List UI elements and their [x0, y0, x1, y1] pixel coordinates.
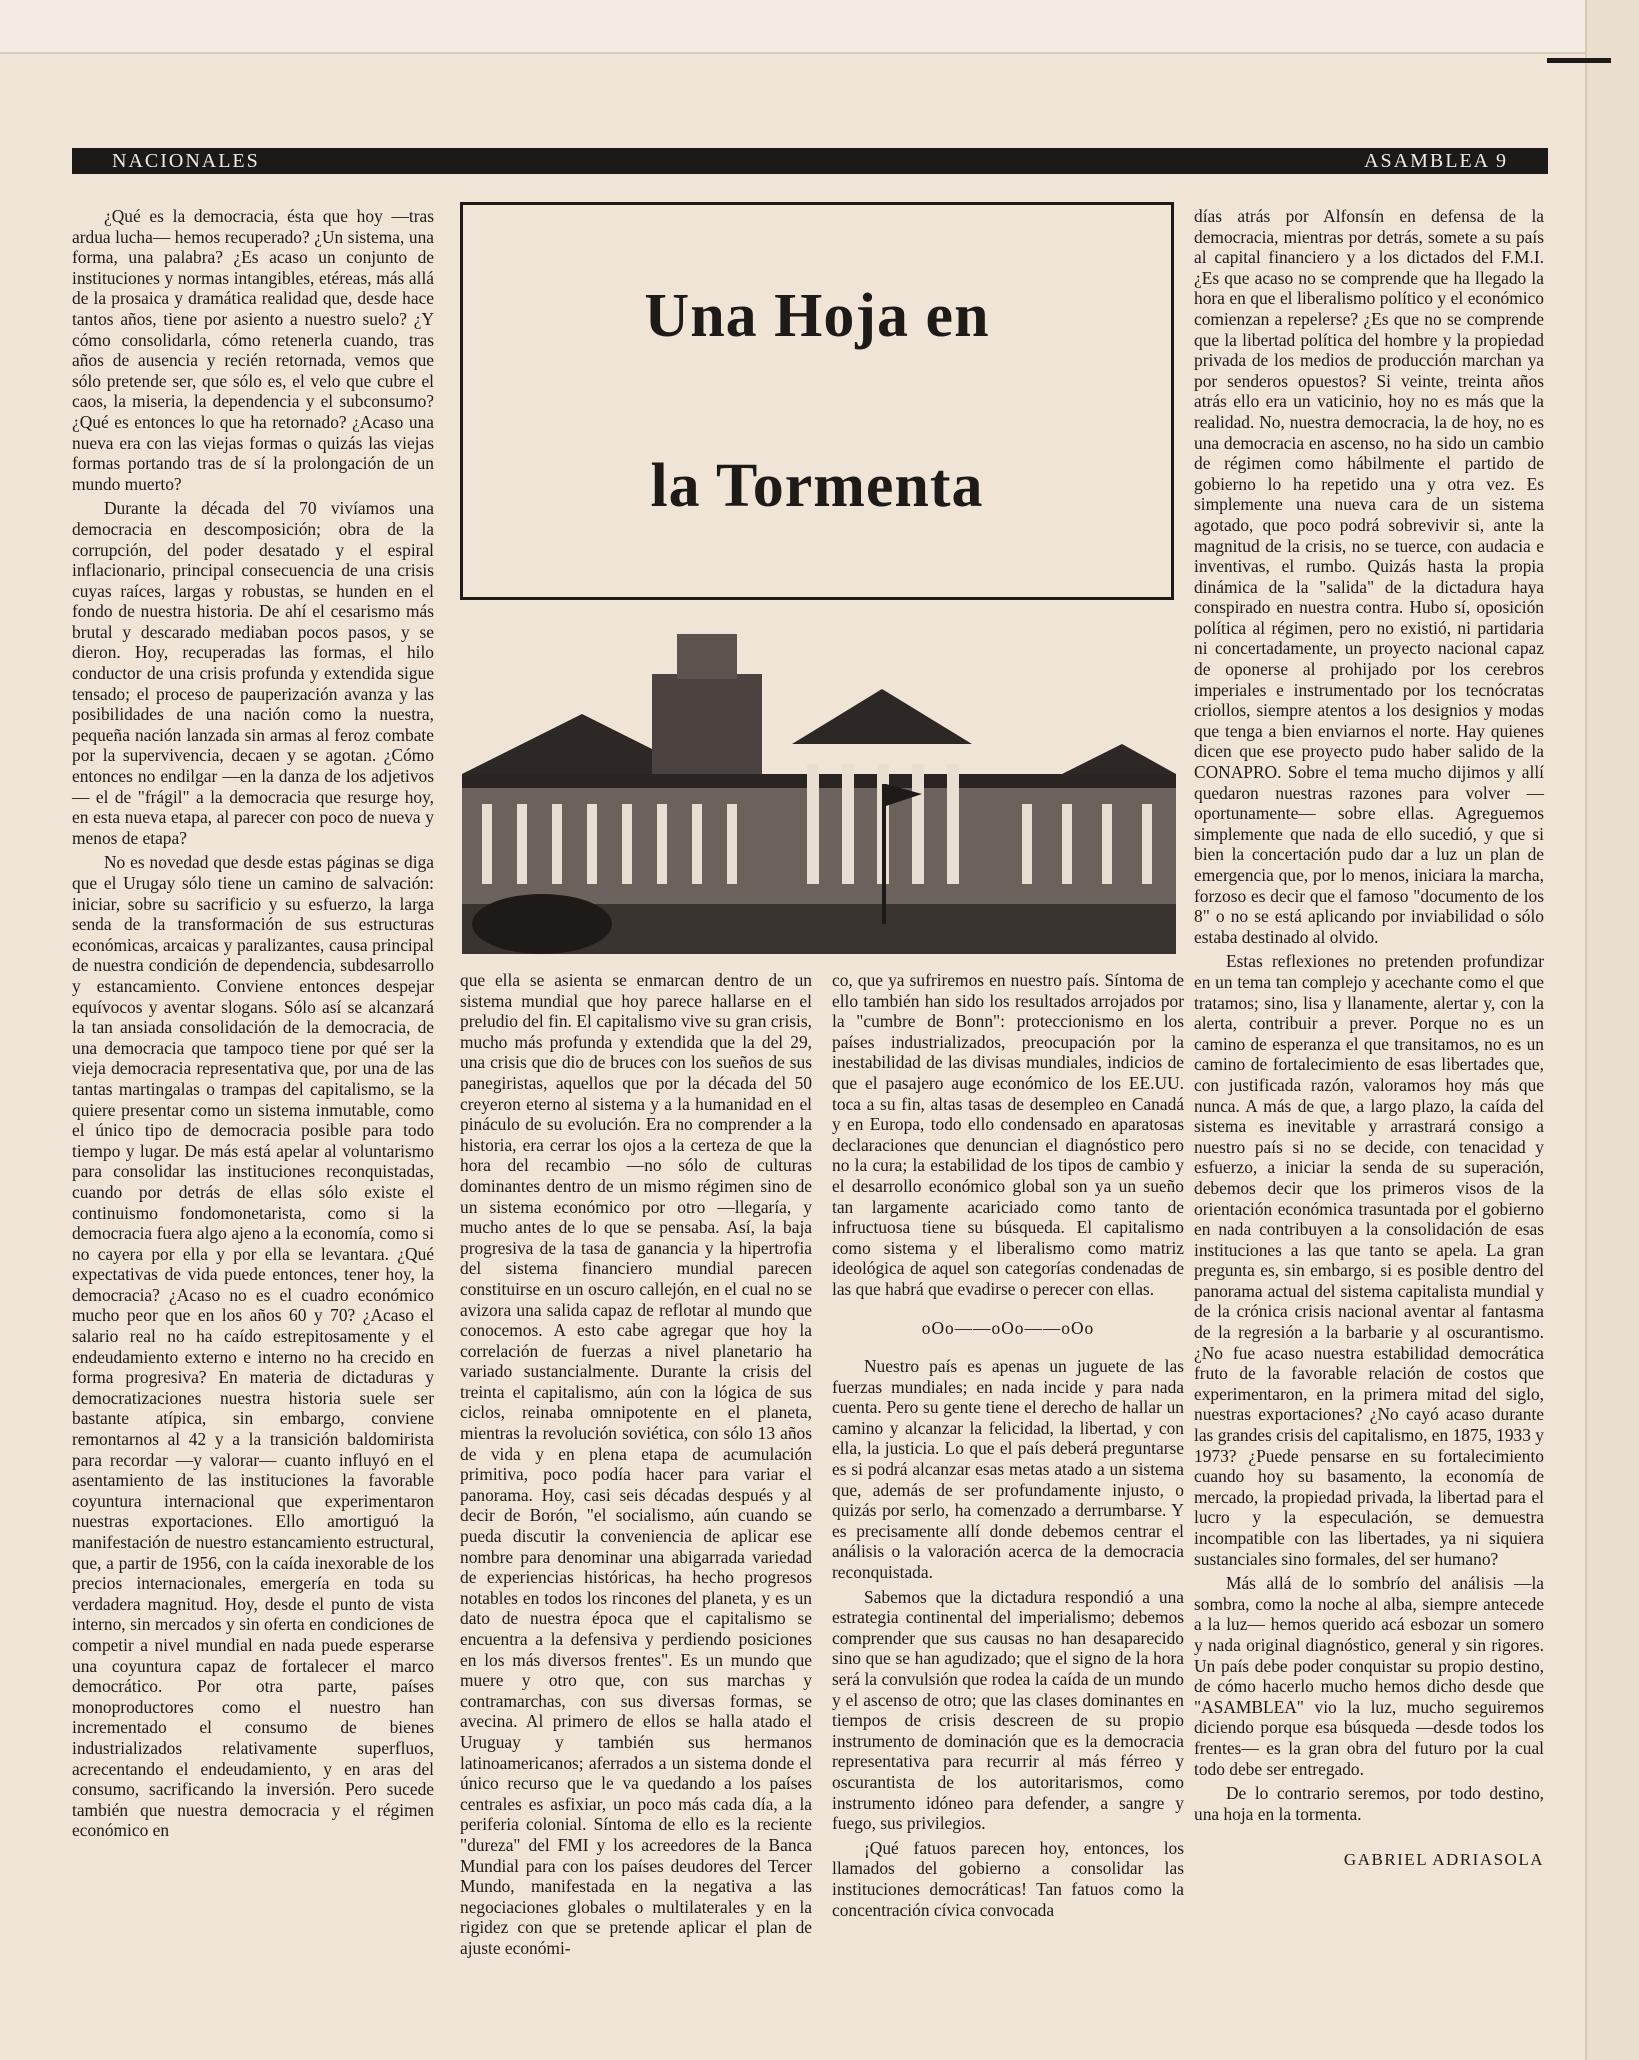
building-photo: [462, 634, 1176, 954]
corner-mark: [1547, 58, 1611, 63]
paragraph: Durante la década del 70 vivíamos una democracia en descomposición; obra de la corrupción, del poder desatado y el espiral inflacionario, principal consecuencia de una crisis cuyas raíces, largas y robustas, se hunden en el fondo de nuestra historia. De ahí el cesarismo más brutal y descarado mediaban pocos pasos, y se dieron. Hoy, recuperadas las formas, el hilo conductor de una crisis profunda y extendida sigue tensado; el proceso de pauperización avanza y las posibilidades de una nación como la nuestra, pequeña nación lanzada sin armas al feroz combate por la supervivencia, decaen y se agotan. ¿Cómo entonces no endilgar —en la danza de los adjetivos— el de "frágil" a la democracia que resurge hoy, en esta nueva etapa, al parecer con poco de nueva y menos de etapa?: [72, 498, 434, 848]
page-top-edge: [0, 0, 1639, 54]
article-column-3: [832, 970, 1184, 2010]
paragraph: De lo contrario seremos, por todo destino, una hoja en la tormenta.: [1194, 1783, 1544, 1824]
section-name: NACIONALES: [112, 149, 260, 172]
article-column-1: [72, 206, 434, 2006]
headline-line-2: la Tormenta: [650, 452, 984, 520]
paragraph: Estas reflexiones no pretenden profundizar en un tema tan complejo y acechante como el que tratamos; sino, lisa y llanamente, alertar y, con la alerta, contribuir a prever. Porque no es un camino de esperanza el que transitamos, no es un camino de fortalecimiento de esas libertades que, con justificada razón, valoramos hoy más que nunca. A más de que, a largo plazo, la caída del sistema es inevitable y arrastrará consigo a nuestro país si no se decide, con tenacidad y esfuerzo, a iniciar la senda de su superación, debemos decir que los primeros visos de la orientación económica trasuntada por el gobierno en nada contribuyen a la consolidación de esas instituciones a las que tanto se apela. La gran pregunta es, sin embargo, si es posible dentro del panorama actual del sistema capitalista mundial y de la crónica crisis nacional aventar al fantasma de la regresión a la barbarie y al oscurantismo. ¿No fue acaso nuestra estabilidad democrática fruto de la favorable relación de costos que experimentaron, en la primera mitad del siglo, nuestras exportaciones? ¿No cayó acaso durante las grandes crisis del capitalismo, en 1875, 1933 y 1973? ¿Puede pensarse en su fortalecimiento cuando hoy su basamento, la economía de mercado, la propiedad privada, la libertad para el lucro y la especulación, se demuestra incompatible con las libertades, ya ni siquiera sustanciales sino formales, del ser humano?: [1194, 951, 1544, 1569]
headline-line-1: Una Hoja en: [644, 282, 990, 350]
paragraph: Sabemos que la dictadura respondió a una estrategia continental del imperialismo; debemos comprender que sus causas no han desaparecido sino que se han agudizado; que el signo de la hora será la convulsión que rodea la caída de un mundo y el ascenso de otro; que las clases dominantes en tiempos de crisis descreen de su propio instrumento de dominación que es la democracia representativa para recurrir al más férreo y oscurantista de los autoritarismos, como instrumento idóneo para defender, a sangre y fuego, sus privilegios.: [832, 1586, 1184, 1834]
paragraph: Más allá de lo sombrío del análisis —la sombra, como la noche al alba, siempre antecede a la luz— hemos querido acá esbozar un somero y nada original diagnóstico, general y sin rigores. Un país debe poder conquistar su propio destino, de cómo hacerlo mucho hemos dicho desde que "ASAMBLEA" vio la luz, mucho seguiremos diciendo porque esa búsqueda —desde todos los frentes— es la gran obra del futuro por la cual todo debe ser entregado.: [1194, 1573, 1544, 1779]
publication-page: ASAMBLEA 9: [1364, 149, 1508, 172]
paragraph: Nuestro país es apenas un juguete de las fuerzas mundiales; en nada incide y para nada cuenta. Pero su gente tiene el derecho de hallar un camino y alcanzar la felicidad, la libertad, y con ella, la justicia. Lo que el país deberá preguntarse es si podrá alcanzar esas metas atado a un sistema que, además de ser profundamente injusto, o quizás por serlo, ha comenzado a derrumbarse. Y es precisamente allí donde debemos centrar el análisis o la valoración acerca de la democracia reconquistada.: [832, 1356, 1184, 1583]
paragraph: días atrás por Alfonsín en defensa de la democracia, mientras por detrás, somete a su país al capital financiero y a los dictados del F.M.I. ¿Es que acaso no se comprende que ha llegado la hora en que el liberalismo político y el económico comienzan a repelerse? ¿Es que no se comprende que la libertad política del hombre y la propiedad privada de los medios de producción marchan ya por senderos opuestos? Si veinte, treinta años atrás ello era un vaticinio, hoy no es más que la realidad. No, nuestra democracia, la de hoy, no es una democracia en ascenso, no ha sido un cambio de régimen como hábilmente el partido de gobierno lo ha repetido una y otra vez. Es simplemente una nueva cara de un sistema agotado, que poco podrá sobrevivir si, ante la magnitud de la crisis, no se tuerce, con audacia e inventivas, el rumbo. Quizás hasta la propia dinámica de la "salida" de la dictadura haya conspirado en nuestra contra. Hubo sí, oposición política al régimen, pero no existió, ni partidaria ni concertadamente, un proyecto nacional capaz de oponerse al prohijado por los cerebros imperiales e instrumentado por los tecnócratas criollos, siempre atentos a los designios y modas que tenga a bien enviarnos el norte. Hay quienes dicen que ese proyecto pudo haber salido de la CONAPRO. Sobre el tema mucho dijimos y allí quedaron nuestras razones para volver —oportunamente— sobre ellas. Agreguemos simplemente que nada de ello sucedió, y que si bien la concertación pudo dar a luz un plan de emergencia que, por lo menos, iniciara la marcha, forzoso es decir que el famoso "documento de los 8" o no se está aplicando por inviabilidad o sólo estaba destinado al olvido.: [1194, 206, 1544, 947]
paragraph: No es novedad que desde estas páginas se diga que el Urugay sólo tiene un camino de salvación: iniciar, sobre su sacrificio y su esfuerzo, la larga senda de la transformación de sus estructuras económicas, arcaicas y paralizantes, causa principal de nuestra condición de dependencia, subdesarrollo y estancamiento. Conviene entonces despejar equívocos y aventar slogans. Sólo así se alcanzará la tan ansiada consolidación de la democracia, de una democracia que tampoco tiene por qué ser la vieja democracia representativa que, por una de las tantas martingalas o trampas del capitalismo, se la quiere presentar como un sistema inmutable, como el único tipo de democracia posible para todo tiempo y lugar. De más está apelar al voluntarismo para consolidar las instituciones reconquistadas, cuando por detrás de ellas sólo existe el continuismo fondomonetarista, como si la democracia fuera algo ajeno a la economía, como si no cayera por ella y por ella se levantara. ¿Qué expectativas de vida puede entonces, tener hoy, la democracia? ¿Acaso no es el cuadro económico mucho peor que en los años 60 y 70? ¿Acaso el salario real no ha caído estrepitosamente y el endeudamiento externo e interno no ha crecido en forma progresiva? En materia de dictaduras y democratizaciones nuestra historia suele ser bastante atípica, sin embargo, conviene remontarnos al 42 y a la transición baldomirista para recordar —y valorar— cuanto influyó en el asentamiento de las instituciones la favorable coyuntura internacional que experimentaron nuestras exportaciones. Ello amortiguó la manifestación de nuestro estancamiento estructural, que, a partir de 1956, con la caída inexorable de los precios internacionales, emergería en toda su verdadera magnitud. Hoy, desde el punto de vista interno, sin mercados y sin oferta en condiciones de competir a nivel mundial en nada puede esperarse una coyuntura capaz de fortalecer el marco democrático. Por otra parte, países monoproductores como el nuestro han incrementado el consumo de bienes industrializados relativamente superfluos, acrecentando el endeudamiento, y en aras del consumo, sacrificando la inversión. Pero sucede también que nuestra democracia y el régimen económico en: [72, 852, 434, 1841]
paragraph: ¡Qué fatuos parecen hoy, entonces, los llamados del gobierno a consolidar las instituciones democráticas! Tan fatuos como la concentración cívica convocada: [832, 1837, 1184, 1920]
paragraph: que ella se asienta se enmarcan dentro de un sistema mundial que hoy parece hallarse en el preludio del fin. El capitalismo vive su gran crisis, mucho más profunda y extendida que la del 29, una crisis que dio de bruces con los sueños de sus panegiristas, aquellos que por la década del 50 creyeron eterno al sistema y a la humanidad en el pináculo de su evolución. Era no comprender a la historia, era cerrar los ojos a la certeza de que la hora del recambio —no sólo de culturas dominantes dentro de un mismo régimen sino de un sistema económico por otro —llegaría, y mucho antes de lo que se pensaba. Así, la baja progresiva de la tasa de ganancia y la hipertrofia del sistema financiero mundial parecen constituirse en un oscuro callejón, en el cual no se avizora una salida capaz de reflotar al mundo que conocemos. A esto cabe agregar que hoy la correlación de fuerzas a nivel planetario ha variado sustancialmente. Durante la crisis del treinta el capitalismo, aún con la lógica de sus ciclos, reinaba omnipotente en el planeta, mientras la revolución soviética, con sólo 13 años de vida y en plena etapa de acumulación primitiva, poco podía hacer para variar el panorama. Hoy, casi seis décadas después y al decir de Borón, "el socialismo, aún cuando se pueda discutir la conveniencia de aplicar ese nombre para denominar una abigarrada variedad de experiencias históricas, ha hecho progresos notables en todos los rincones del planeta, y es un dato de nuestra época que el capitalismo se encuentra a la defensiva y perdiendo posiciones en los más diversos frentes". Es un mundo que muere y otro que, con sus marchas y contramarchas, con sus diversas formas, se avecina. Al primero de ellos se halla atado el Uruguay y también sus hermanos latinoamericanos; aferrados a un sistema donde el único recurso que le va quedando a los países centrales es asfixiar, un poco más cada día, a la periferia colonial. Síntoma de ello es la reciente "dureza" del FMI y los acreedores de la Banca Mundial para con los países deudores del Tercer Mundo, manifestada en la negativa a las negociaciones globales o multilaterales y en la rigidez con que se pretende aplicar el plan de ajuste económi-: [460, 970, 812, 1958]
paragraph: co, que ya sufriremos en nuestro país. Síntoma de ello también han sido los resultados arrojados por la "cumbre de Bonn": proteccionismo en los países industrializados, preocupación por la inestabilidad de las divisas mundiales, indicios de que el pasajero auge económico de los EE.UU. toca a su fin, altas tasas de desempleo en Canadá y en Europa, todo ello condensado en aparatosas declaraciones que denuncian el diagnóstico pero no la cura; la estabilidad de los tipos de cambio y el desarrollo económico global son ya un sueño tan largamente acariciado como tanto de infructuosa tiene su búsqueda. El capitalismo como sistema y el liberalismo como matriz ideológica de aquel son categorías condenadas de las que habrá que evadirse o perecer con ellas.: [832, 970, 1184, 1299]
author-byline: GABRIEL ADRIASOLA: [1343, 1850, 1544, 1870]
paragraph: ¿Qué es la democracia, ésta que hoy —tras ardua lucha— hemos recuperado? ¿Un sistema, una forma, una palabra? ¿Es acaso un conjunto de instituciones y normas intangibles, etéreas, más allá de la prosaica y dramática realidad que, desde hace tantos años, tiene por asiento a nuestro suelo? ¿Y cómo consolidarla, cómo retenerla cuando, tras años de ausencia y recién retornada, vemos que sólo pretende ser, que sólo es, el velo que cubre el caos, la miseria, la dependencia y el subconsumo? ¿Qué es entonces lo que ha retornado? ¿Acaso una nueva era con las viejas formas o quizás las viejas formas portando tras de sí la prolongación de un mundo muerto?: [72, 206, 434, 494]
article-column-4: [1194, 206, 1544, 2006]
section-header-bar: [72, 148, 1548, 174]
headline-box: [460, 202, 1174, 600]
page-fold-strip: [1585, 0, 1639, 2060]
section-separator: oOo——oOo——oOo: [921, 1317, 1095, 1338]
article-column-2: [460, 970, 812, 2010]
